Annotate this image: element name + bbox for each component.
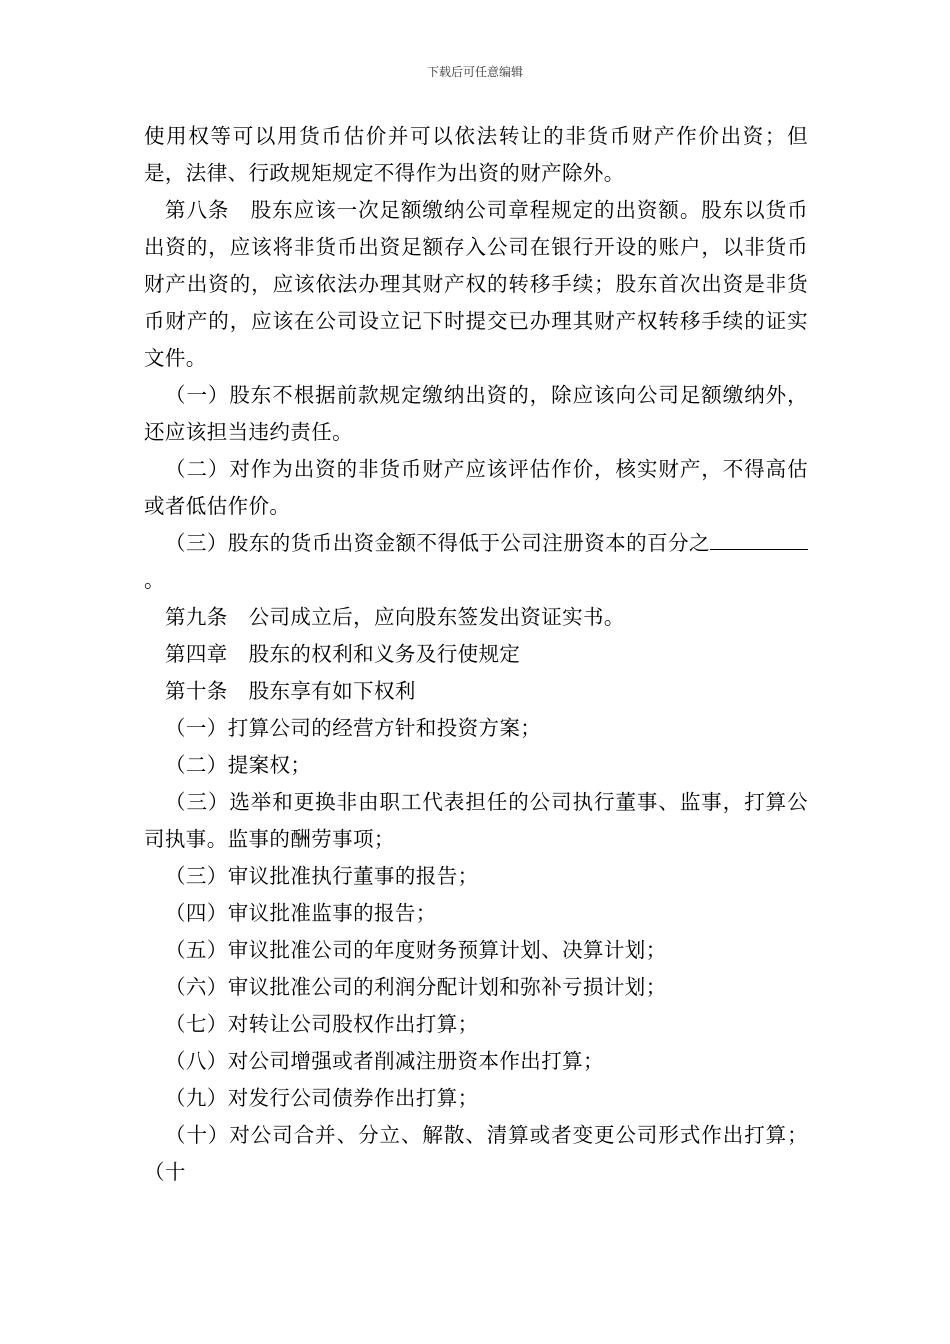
document-body [144,118,808,1191]
percentage-blank-line [710,529,768,550]
paragraph-article-8-item-3-end: 。 [144,568,165,592]
paragraph-capital-contribution-form: 使用权等可以用货币估价并可以依法转让的非货币财产作价出资；但是，法律、行政规矩规定不得作为出资的财产除外。 [144,124,808,185]
paragraph-article-9: 第九条 公司成立后，应向股东签发出资证实书。 [165,605,625,629]
rights-item-8: （八）对公司增强或者削减注册资本作出打算； [165,1049,604,1073]
rights-item-4: （四）审议批准监事的报告； [165,901,437,925]
rights-item-1: （一）打算公司的经营方针和投资方案； [165,716,542,740]
paragraph-article-8-item-3-text: （三）股东的货币出资金额不得低于公司注册资本的百分之 [165,531,710,555]
paragraph-article-8-item-1: （一）股东不根据前款规定缴纳出资的，除应该向公司足额缴纳外，还应该担当违约责任。 [144,383,808,444]
rights-item-3-director-report: （三）审议批准执行董事的报告； [165,864,479,888]
paragraph-article-8-item-3 [144,525,808,599]
chapter-4-heading: 第四章 股东的权利和义务及行使规定 [165,642,521,666]
paragraph-article-8-item-2: （二）对作为出资的非货币财产应该评估作价，核实财产，不得高估或者低估作价。 [144,457,808,518]
rights-item-6: （六）审议批准公司的利润分配计划和弥补亏损计划； [165,975,667,999]
percentage-blank-line-continued [768,529,808,550]
rights-item-10: （十）对公司合并、分立、解散、清算或者变更公司形式作出打算；（十 [144,1123,808,1184]
rights-item-7: （七）对转让公司股权作出打算； [165,1012,479,1036]
rights-item-5: （五）审议批准公司的年度财务预算计划、决算计划； [165,938,667,962]
rights-item-3-election: （三）选举和更换非由职工代表担任的公司执行董事、监事，打算公司执事。监事的酬劳事项； [144,790,808,851]
page-header-note: 下载后可任意编辑 [426,65,523,79]
paragraph-article-8: 第八条 股东应该一次足额缴纳公司章程规定的出资额。股东以货币出资的，应该将非货币出资足额存入公司在银行开设的账户，以非货币财产出资的，应该依法办理其财产权的转移手续；股东首次出资是非货币财产的，应该在公司设立记下时提交已办理其财产权转移手续的证实文件。 [144,198,808,370]
rights-item-2: （二）提案权； [165,753,312,777]
rights-item-9: （九）对发行公司债券作出打算； [165,1086,479,1110]
paragraph-article-10: 第十条 股东享有如下权利 [165,679,416,703]
